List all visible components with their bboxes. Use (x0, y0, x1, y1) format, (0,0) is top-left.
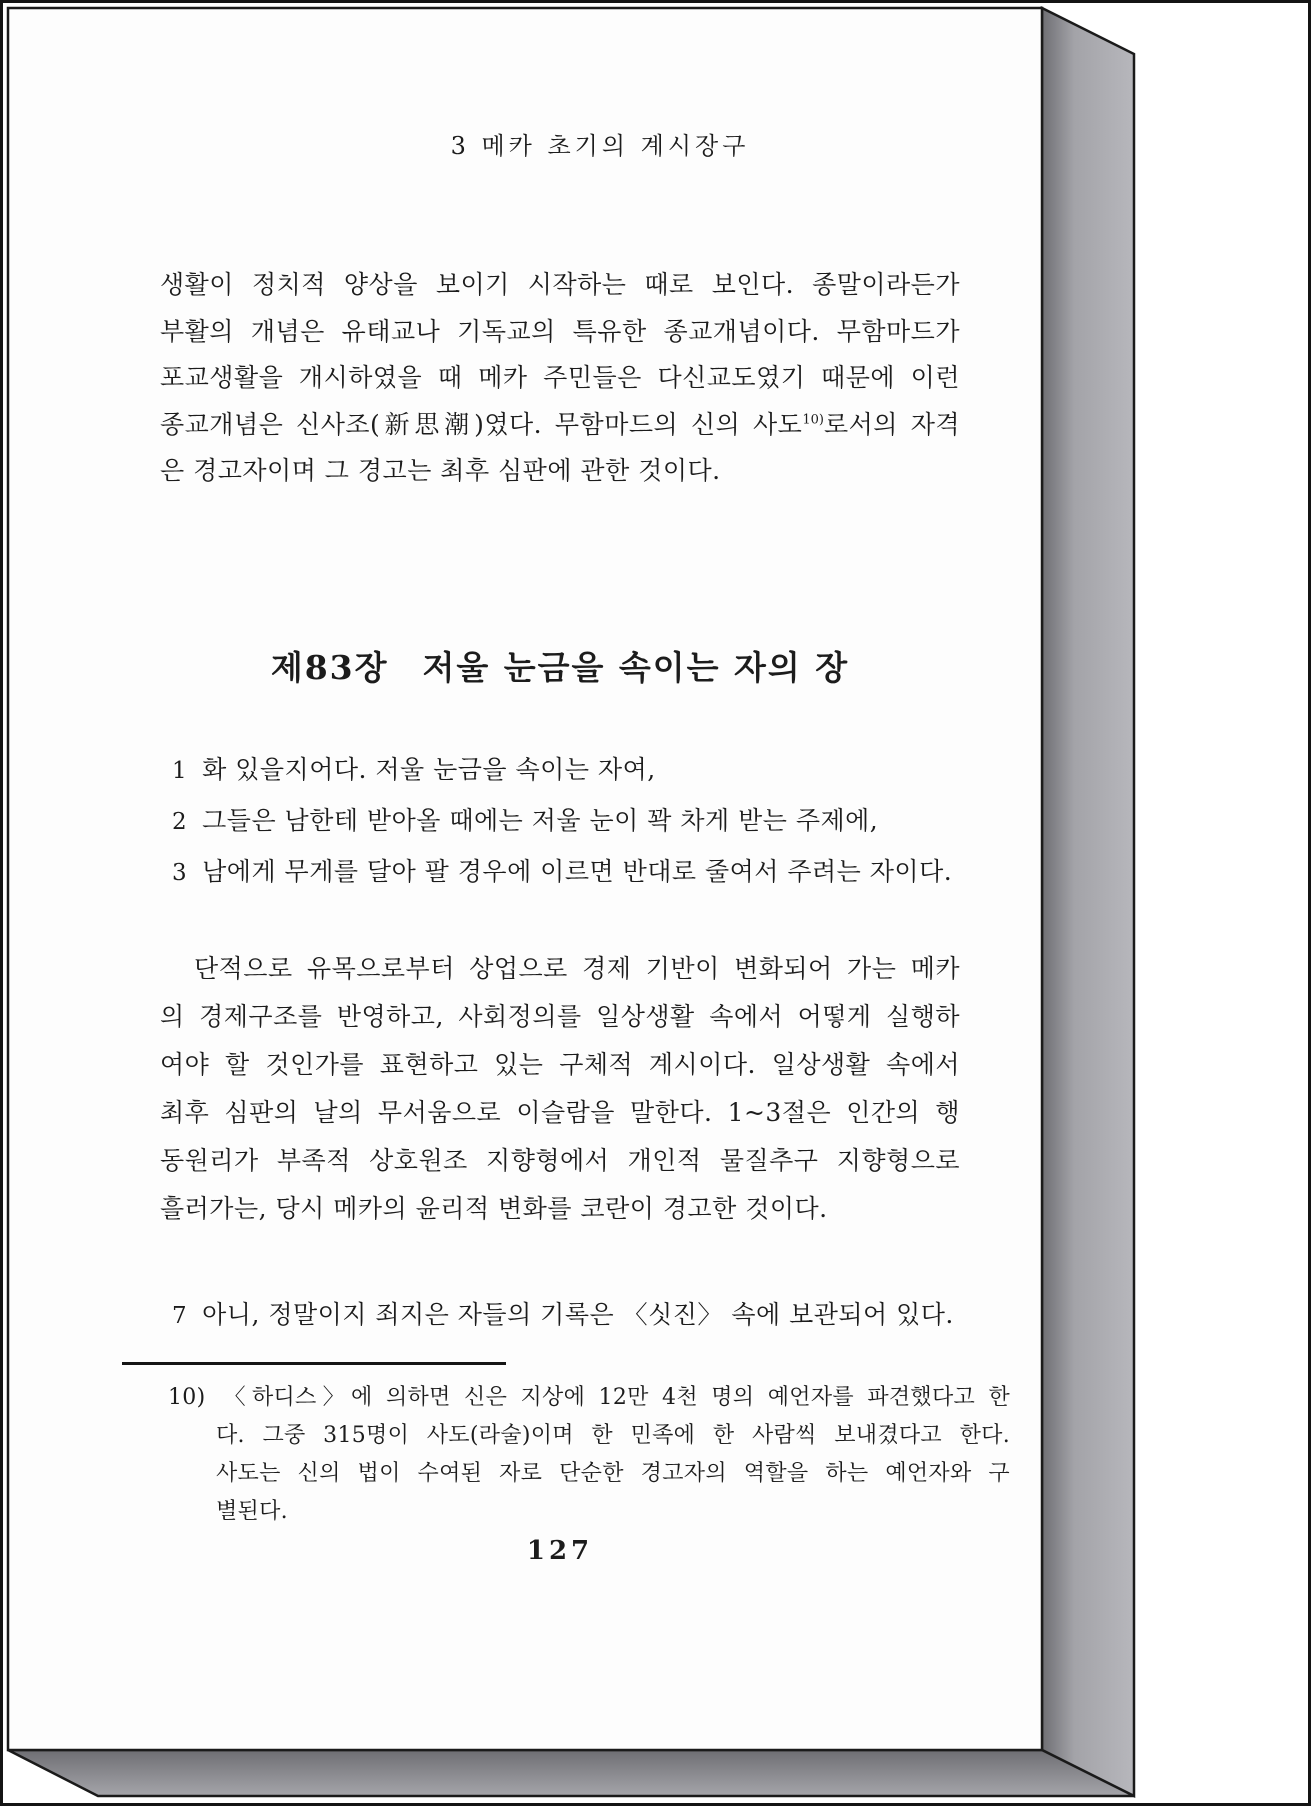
paragraph-line: 부활의 개념은 유태교나 기독교의 특유한 종교개념이다. 무함마드가 (160, 316, 960, 346)
verse-text: 아니, 정말이지 죄지은 자들의 기록은 〈싯진〉 속에 보관되어 있다. (202, 1300, 954, 1329)
paragraph-line: 의 경제구조를 반영하고, 사회정의를 일상생활 속에서 어떻게 실행하 (160, 1002, 960, 1031)
paragraph-line: 동원리가 부족적 상호원조 지향형에서 개인적 물질추구 지향형으로 (160, 1146, 960, 1175)
footnote-marker: 10) (168, 1385, 206, 1410)
page-number: 127 (526, 1536, 594, 1566)
verse-number: 2 (172, 809, 188, 835)
footnote-text: 〈하디스〉에 의하면 신은 지상에 12만 4천 명의 예언자를 파견했다고 한 (217, 1385, 1010, 1410)
paragraph-1 (160, 262, 960, 495)
verse-line-7 (172, 1291, 992, 1340)
chapter-number: 제83장 (270, 648, 389, 687)
paragraph-line (160, 402, 960, 449)
line-text: 종교개념은 신사조(新思潮)였다. 무함마드의 신의 사도 (160, 409, 803, 439)
verse-line (172, 744, 982, 795)
footnote (168, 1379, 1010, 1531)
chapter-heading (160, 642, 960, 689)
verse-number: 1 (172, 758, 188, 784)
footnote-reference: 10) (802, 412, 824, 428)
paragraph-line: 최후 심판의 날의 무서움으로 이슬람을 말한다. 1~3절은 인간의 행 (160, 1098, 960, 1127)
page-edge-bottom (8, 1750, 1134, 1796)
footnote-line: 다. 그중 315명이 사도(라술)이며 한 민족에 한 사람씩 보내겼다고 한다. (216, 1423, 1010, 1448)
verse-text: 그들은 남한테 받아올 때에는 저울 눈이 꽉 차게 받는 주제에, (202, 806, 879, 835)
verse-number: 3 (172, 860, 188, 886)
verse-text: 남에게 무게를 달아 팔 경우에 이르면 반대로 줄여서 주려는 자이다. (202, 857, 953, 886)
paragraph-2 (160, 945, 960, 1233)
footnote-line: 사도는 신의 법이 수여된 자로 단순한 경고자의 역할을 하는 예언자와 구 (216, 1461, 1010, 1486)
paragraph-line: 단적으로 유목으로부터 상업으로 경제 기반이 변화되어 가는 메카 (194, 954, 960, 983)
footnote-line: 별된다. (216, 1499, 288, 1524)
paragraph-line: 생활이 정치적 양상을 보이기 시작하는 때로 보인다. 종말이라든가 (160, 270, 960, 299)
verse-line (172, 846, 982, 897)
verse-line (172, 795, 982, 846)
chapter-title: 저울 눈금을 속이는 자의 장 (422, 648, 850, 687)
paragraph-line: 포교생활을 개시하였을 때 메카 주민들은 다신교도였기 때문에 이런 (160, 363, 960, 392)
page-edge-right (1042, 8, 1134, 1796)
paragraph-line: 여야 할 것인가를 표현하고 있는 구체적 계시이다. 일상생활 속에서 (160, 1050, 960, 1079)
line-text: 로서의 자격 (823, 409, 960, 439)
verse-number: 7 (172, 1303, 188, 1329)
footnote-rule (122, 1362, 506, 1365)
verse-text: 화 있을지어다. 저울 눈금을 속이는 자여, (202, 755, 656, 784)
footnote-line (168, 1379, 1010, 1417)
running-header: 3 메카 초기의 계시장구 (450, 132, 750, 160)
paragraph-line: 은 경고자이며 그 경고는 최후 심판에 관한 것이다. (160, 456, 721, 485)
paragraph-line: 흘러가는, 당시 메카의 윤리적 변화를 코란이 경고한 것이다. (160, 1194, 828, 1223)
verse-list (172, 744, 982, 897)
